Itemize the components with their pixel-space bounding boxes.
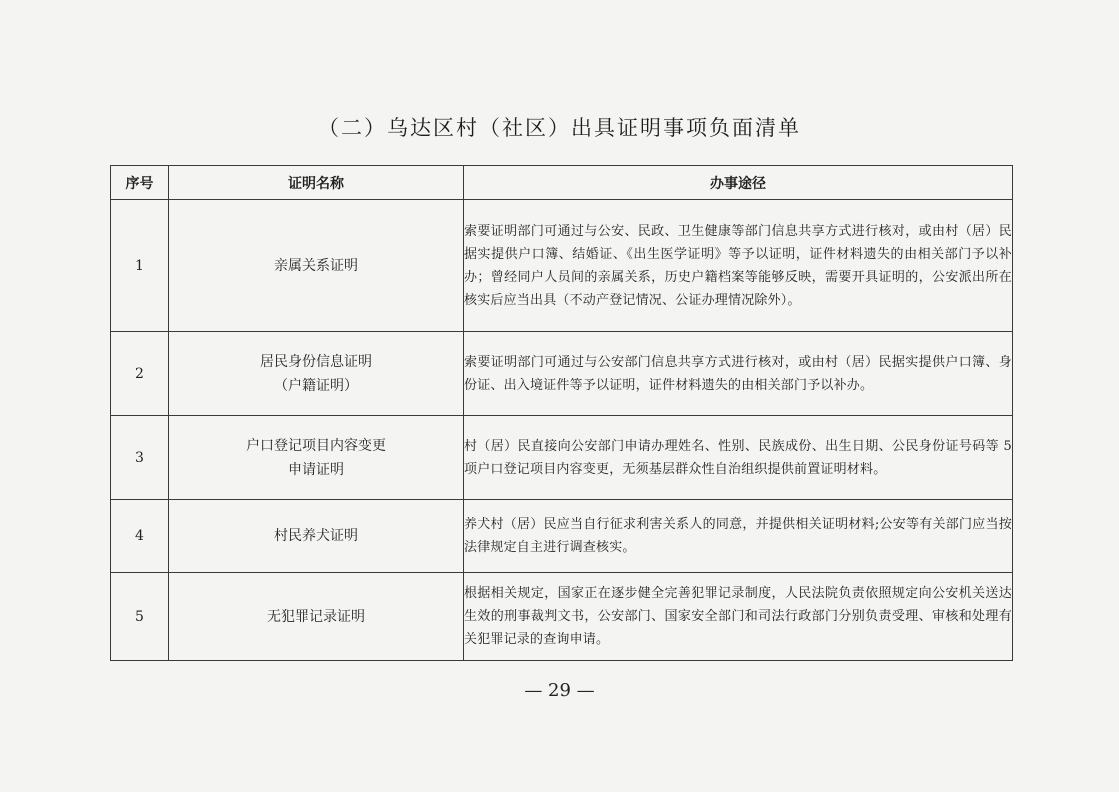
certificate-name-line: 无犯罪记录证明: [267, 608, 365, 625]
row-serial-number: 3: [111, 416, 169, 500]
negative-list-table: [110, 165, 1013, 661]
row-serial-number: 5: [111, 573, 169, 661]
certificate-name-line: 居民身份信息证明: [260, 353, 372, 370]
row-certificate-name: [169, 500, 464, 573]
header-handling-way: 办事途径: [464, 166, 1013, 200]
page-number: — 29 —: [524, 680, 595, 701]
table-header-row: [111, 166, 1013, 200]
header-serial-number: 序号: [111, 166, 169, 200]
row-certificate-name: [169, 200, 464, 332]
row-serial-number: 1: [111, 200, 169, 332]
table-row: [111, 332, 1013, 416]
row-certificate-name: [169, 416, 464, 500]
certificate-name-line: （户籍证明）: [274, 377, 358, 394]
certificate-name-line: 村民养犬证明: [274, 528, 358, 544]
row-handling-way: 根据相关规定，国家正在逐步健全完善犯罪记录制度，人民法院负责依照规定向公安机关送达生效的刑事裁判文书，公安部门、国家安全部门和司法行政部门分别负责受理、审核和处理有关犯罪记录的查询申请。: [464, 573, 1013, 661]
certificate-name-line: 亲属关系证明: [274, 257, 358, 274]
page-title: （二）乌达区村（社区）出具证明事项负面清单: [318, 116, 801, 140]
table-row: [111, 200, 1013, 332]
certificate-name-line: 户口登记项目内容变更: [246, 437, 386, 454]
row-handling-way: 养犬村（居）民应当自行征求利害关系人的同意，并提供相关证明材料;公安等有关部门应当按法律规定自主进行调查核实。: [464, 500, 1013, 573]
table-row: [111, 416, 1013, 500]
row-handling-way: 索要证明部门可通过与公安部门信息共享方式进行核对，或由村（居）民据实提供户口簿、身份证、出入境证件等予以证明，证件材料遗失的由相关部门予以补办。: [464, 332, 1013, 416]
table-row: [111, 500, 1013, 573]
row-serial-number: 4: [111, 500, 169, 573]
header-certificate-name: 证明名称: [169, 166, 464, 200]
certificate-name-line: 申请证明: [288, 461, 344, 478]
row-handling-way: 索要证明部门可通过与公安、民政、卫生健康等部门信息共享方式进行核对，或由村（居）民据实提供户口簿、结婚证、《出生医学证明》等予以证明，证件材料遗失的由相关部门予以补办；曾经同户人员间的亲属关系，历史户籍档案等能够反映，需要开具证明的，公安派出所在核实后应当出具（不动产登记情况、公证办理情况除外）。: [464, 200, 1013, 332]
row-handling-way: 村（居）民直接向公安部门申请办理姓名、性别、民族成份、出生日期、公民身份证号码等 5 项户口登记项目内容变更，无须基层群众性自治组织提供前置证明材料。: [464, 416, 1013, 500]
row-certificate-name: [169, 573, 464, 661]
row-serial-number: 2: [111, 332, 169, 416]
row-certificate-name: [169, 332, 464, 416]
table-row: [111, 573, 1013, 661]
